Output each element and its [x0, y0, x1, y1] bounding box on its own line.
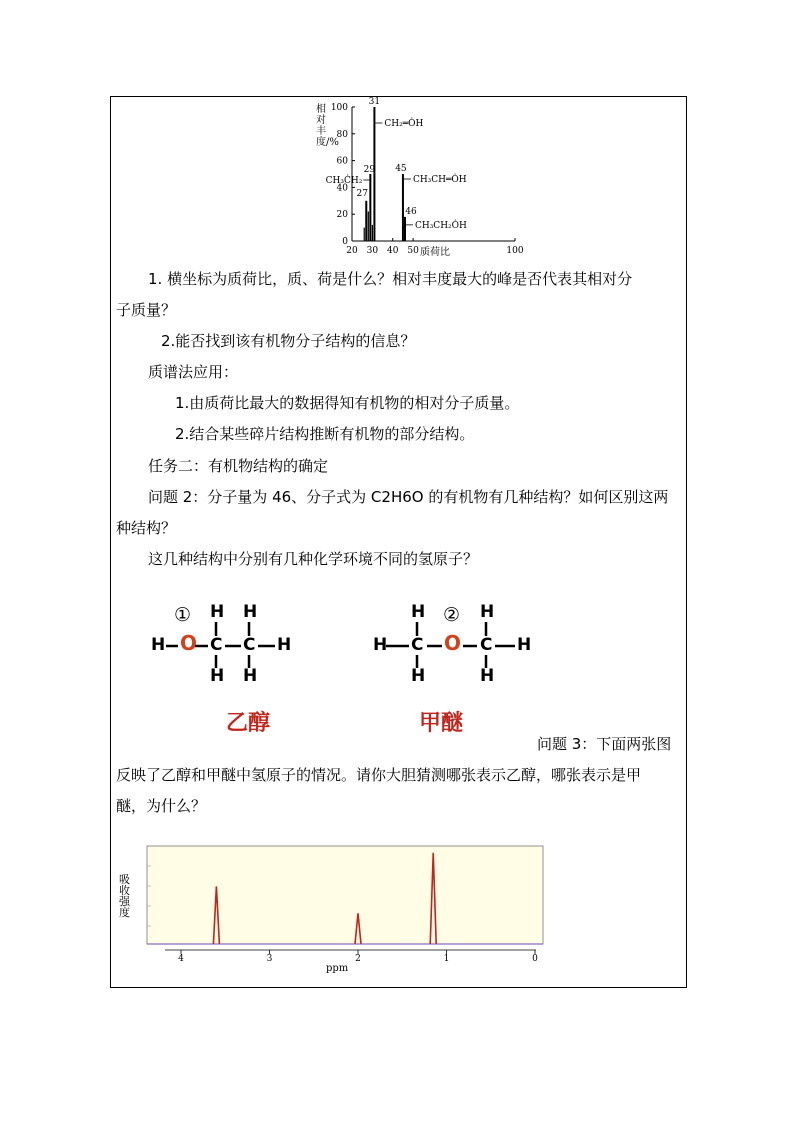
ms-ytick-label: 20	[336, 210, 348, 221]
ms-peak-label: 31	[368, 97, 381, 107]
application-2: 2.结合某些碎片结构推断有机物的部分结构。	[175, 425, 475, 443]
atom-c: C	[411, 635, 424, 655]
ms-ytick-label: 100	[330, 103, 348, 113]
atom-h: H	[243, 602, 258, 622]
ms-ytick-label: 80	[336, 129, 348, 140]
application-1: 1.由质荷比最大的数据得知有机物的相对分子质量。	[175, 394, 520, 412]
atom-c: C	[480, 635, 493, 655]
atom-h: H	[411, 602, 426, 622]
ms-ytick-label: 60	[336, 156, 348, 167]
ethanol-marker: ①	[174, 604, 192, 626]
problem-3-end: 醚，为什么？	[116, 797, 207, 815]
atom-h: H	[411, 666, 426, 686]
problem-2-question: 这几种结构中分别有几种化学环境不同的氢原子？	[148, 550, 479, 568]
atom-o: O	[180, 631, 198, 655]
nmr-xtick-label: 0	[532, 954, 538, 964]
atom-h: H	[243, 666, 258, 686]
nmr-xtick-label: 4	[178, 954, 184, 964]
ms-xtick-label: 50	[407, 246, 419, 256]
problem-3-cont: 反映了乙醇和甲醚中氢原子的情况。请你大胆猜测哪张表示乙醇，哪张表示是甲	[116, 766, 642, 784]
ethanol-name: 乙醇	[226, 711, 271, 736]
ms-fragment-label: CH₃ĊH₂	[325, 176, 363, 186]
ms-xtick-label: 100	[506, 246, 524, 256]
ms-xlabel: 质荷比	[420, 247, 450, 258]
problem-2-cont: 种结构？	[116, 519, 177, 537]
ms-peak-label: 45	[395, 164, 407, 174]
atom-c: C	[210, 635, 223, 655]
problem-3: 问题 3：下面两张图	[537, 735, 672, 753]
ms-ytick-label: 40	[336, 183, 348, 194]
nmr-plot	[140, 840, 560, 970]
ms-xtick-label: 20	[346, 246, 358, 256]
ether-bonds	[365, 600, 545, 690]
problem-2: 问题 2：分子量为 46、分子式为 C2H6O 的有机物有几种结构？如何区别这两	[148, 488, 669, 506]
atom-h: H	[210, 666, 225, 686]
ms-ylabel: 相对丰度/%	[316, 104, 339, 148]
atom-h: H	[480, 666, 495, 686]
atom-o: O	[444, 631, 462, 655]
atom-h: H	[480, 602, 495, 622]
ms-peak-label: 29	[363, 165, 376, 175]
ms-plot	[300, 96, 580, 256]
nmr-xtick-label: 3	[266, 954, 273, 964]
ms-fragment-label: CH₃CH═ȮH	[412, 175, 467, 185]
atom-h: H	[277, 635, 292, 655]
ethanol-bonds	[145, 600, 305, 690]
ms-peak-label: 27	[356, 188, 368, 199]
ms-ytick-label: 0	[342, 237, 348, 247]
ms-xtick-label: 30	[366, 246, 379, 256]
atom-c: C	[243, 635, 256, 655]
atom-h: H	[210, 602, 225, 622]
atom-h: H	[151, 635, 166, 655]
nmr-xlabel: ppm	[326, 963, 349, 974]
question-2: 2.能否找到该有机物分子结构的信息？	[161, 332, 416, 350]
ms-fragment-label: CH₃CH₂ȮH	[414, 220, 467, 231]
atom-h: H	[517, 635, 532, 655]
question-1: 1. 横坐标为质荷比，质、荷是什么？相对丰度最大的峰是否代表其相对分	[148, 270, 633, 288]
question-1-cont: 子质量？	[116, 301, 177, 319]
nmr-plot-area	[147, 846, 543, 944]
atom-h: H	[373, 635, 388, 655]
application-title: 质谱法应用：	[148, 363, 239, 381]
ms-fragment-label: CH₂═ȮH	[384, 119, 424, 129]
ms-xtick-label: 40	[387, 246, 399, 256]
ether-name: 甲醚	[419, 711, 464, 736]
task-2-heading: 任务二：有机物结构的确定	[148, 457, 329, 475]
ether-marker: ②	[443, 604, 461, 626]
nmr-xtick-label: 2	[355, 954, 361, 964]
nmr-xtick-label: 1	[443, 954, 450, 964]
nmr-ylabel: 吸收强度	[119, 873, 130, 919]
ms-peak-label: 46	[405, 206, 417, 217]
